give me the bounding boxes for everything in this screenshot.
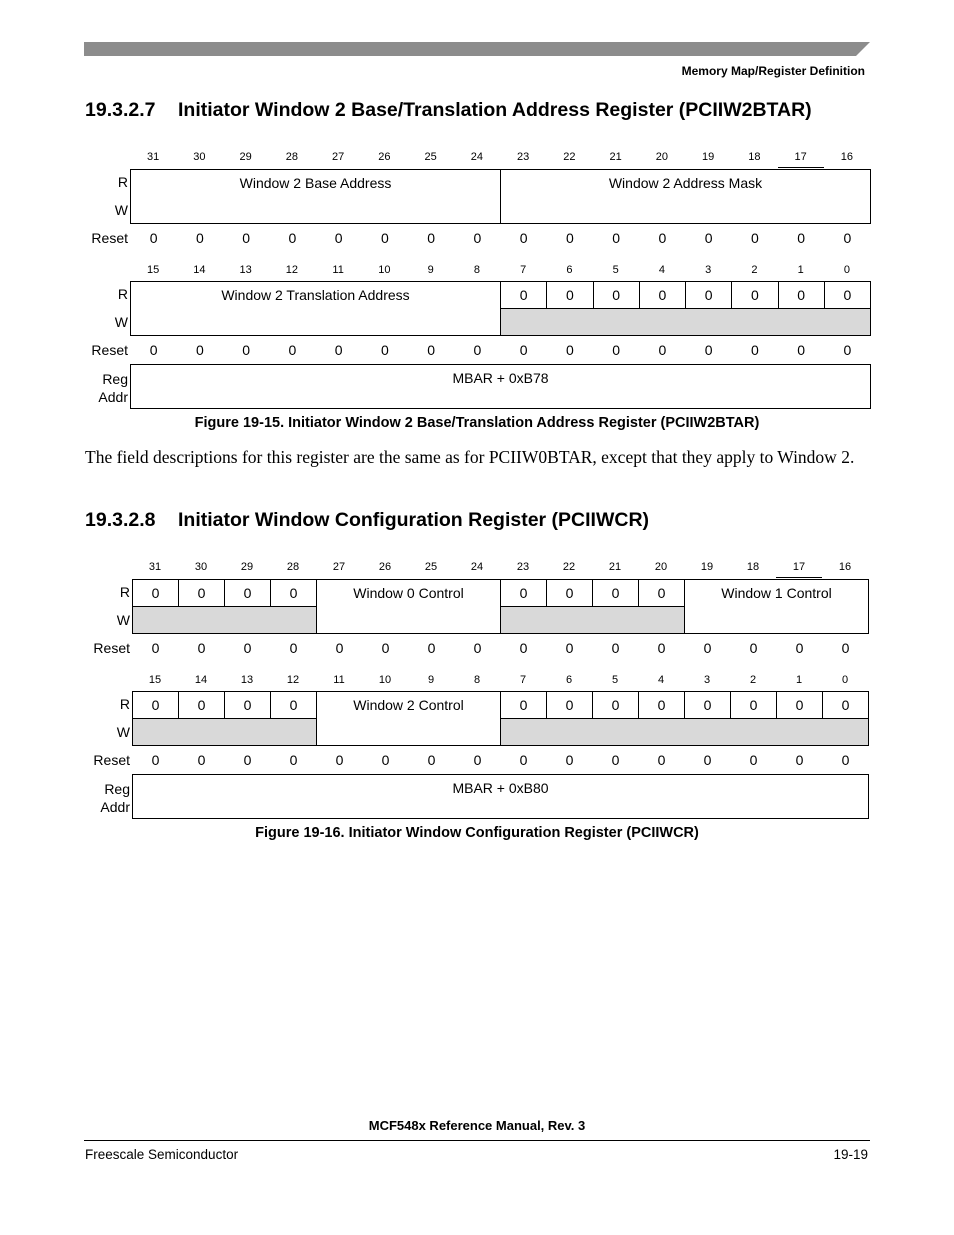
read-only-bit: 0 [547,692,593,719]
bit-number: 1 [797,264,804,276]
section-title: Initiator Window Configuration Register (PCIIWCR) [178,509,650,531]
bit-number: 6 [565,674,573,686]
read-only-bit: 0 [179,692,225,719]
bit-number: 12 [286,674,300,686]
bit-number: 1 [795,674,803,686]
reset-value: 0 [427,752,436,768]
read-only-bit: 0 [639,692,685,719]
reset-value: 0 [750,230,759,247]
reset-value: 0 [750,342,759,358]
register-grid-lower [130,281,871,409]
row-label-reset: Reset [93,640,130,656]
row-label-addr: Addr [98,389,128,405]
read-only-bit: 0 [639,580,685,607]
read-only-bit: 0 [593,580,639,607]
bit-tick [776,577,822,578]
reset-value: 0 [611,640,620,657]
reset-value: 0 [197,752,206,768]
row-label-r: R [117,286,128,302]
section-title: Initiator Window 2 Base/Translation Address Register (PCIIW2BTAR) [178,99,812,121]
bit-number: 15 [148,674,162,686]
row-label-reset: Reset [91,342,128,358]
read-only-bit: 0 [501,282,547,309]
read-only-bit: 0 [777,692,823,719]
field-window-1-control: Window 1 Control [685,580,869,634]
reset-value: 0 [473,230,482,247]
reset-value: 0 [565,752,574,768]
reset-value: 0 [288,230,297,247]
read-only-bit: 0 [593,282,639,309]
read-only-bit: 0 [179,580,225,607]
reset-value: 0 [612,230,621,247]
reset-value: 0 [797,342,806,358]
reset-value: 0 [289,640,298,657]
bit-tick [778,167,824,168]
reserved-write-cell [133,607,317,634]
bit-number: 7 [519,674,527,686]
reset-value: 0 [334,342,343,358]
reset-value: 0 [611,752,620,768]
bit-number: 26 [378,561,392,573]
bit-number: 2 [749,674,757,686]
section-number: 19.3.2.7 [85,99,156,121]
row-label-r: R [119,584,130,600]
reset-value: 0 [242,230,251,247]
reset-value: 0 [335,752,344,768]
reset-value: 0 [795,640,804,657]
reset-value: 0 [380,342,389,358]
bit-number: 30 [194,561,208,573]
footer-manual-title: MCF548x Reference Manual, Rev. 3 [368,1118,586,1133]
bit-number: 23 [516,561,530,573]
bit-number: 20 [655,151,668,163]
row-label-r: R [117,174,128,190]
reset-value: 0 [704,230,713,247]
reset-row-lower [133,746,869,775]
reset-value: 0 [334,230,343,247]
read-only-bit: 0 [685,692,731,719]
bit-number: 0 [841,674,849,686]
row-label-r: R [119,696,130,712]
bit-number: 4 [657,674,665,686]
bit-number: 8 [473,674,481,686]
bit-number: 13 [239,264,252,276]
read-only-bit: 0 [823,692,869,719]
bit-number: 15 [147,264,160,276]
bit-number: 12 [285,264,298,276]
reset-value: 0 [151,640,160,657]
reset-value: 0 [149,342,158,358]
reset-value: 0 [288,342,297,358]
bit-number: 3 [703,674,711,686]
read-only-bit: 0 [778,282,824,309]
bit-numbers-high [132,561,868,577]
read-only-bit: 0 [133,692,179,719]
reset-value: 0 [658,342,667,358]
bit-number: 4 [658,264,665,276]
row-label-reset: Reset [91,230,128,246]
bit-number: 19 [700,561,714,573]
reset-value: 0 [243,752,252,768]
reset-value: 0 [612,342,621,358]
row-label-addr: Addr [100,799,130,815]
bit-number: 30 [193,151,206,163]
reset-value: 0 [427,640,436,657]
reset-value: 0 [749,752,758,768]
reset-value: 0 [519,342,528,358]
bit-number: 0 [843,264,850,276]
reset-value: 0 [749,640,758,657]
bit-number: 16 [838,561,852,573]
bit-number: 22 [562,561,576,573]
reset-value: 0 [565,640,574,657]
bit-number: 14 [194,674,208,686]
reset-value: 0 [703,752,712,768]
read-only-bit: 0 [501,692,547,719]
bit-number: 3 [705,264,712,276]
bit-number: 24 [470,151,483,163]
bit-number: 6 [566,264,573,276]
bit-number: 22 [563,151,576,163]
row-label-reg: Reg [102,371,128,387]
reserved-write-cell [501,309,871,336]
bit-number: 25 [424,561,438,573]
reset-value: 0 [195,230,204,247]
bit-number: 13 [240,674,254,686]
field-window-2-translation-address: Window 2 Translation Address [131,282,501,336]
bit-number: 31 [148,561,162,573]
row-label-reg-addr [80,780,130,816]
read-only-bit: 0 [547,580,593,607]
reserved-write-cell [501,719,869,746]
bit-number: 20 [654,561,668,573]
reset-value: 0 [797,230,806,247]
bit-number: 9 [427,264,434,276]
bit-number: 27 [332,151,345,163]
reset-value: 0 [380,230,389,247]
bit-number: 2 [751,264,758,276]
section-number: 19.3.2.8 [85,509,156,531]
read-only-bit: 0 [731,692,777,719]
reset-value: 0 [195,342,204,358]
reset-value: 0 [335,640,344,657]
read-only-bit: 0 [547,282,593,309]
footer-page-number: 19-19 [833,1147,868,1162]
register-address: MBAR + 0xB78 [131,365,871,409]
row-label-reg: Reg [104,781,130,797]
row-label-reg-addr [80,370,128,406]
bit-number: 21 [609,151,622,163]
row-label-w: W [116,612,130,628]
reset-value: 0 [703,640,712,657]
read-only-bit: 0 [225,580,271,607]
row-label-w: W [114,202,128,218]
bit-numbers-low [132,674,868,690]
section-heading-pciiw2btar [85,99,812,122]
bit-number: 24 [470,561,484,573]
reset-value: 0 [151,752,160,768]
footer-rule [84,1140,870,1141]
footer-company: Freescale Semiconductor [85,1147,239,1162]
bit-numbers-low [130,264,870,280]
reset-row-upper [131,224,871,253]
bit-number: 5 [611,674,619,686]
bit-number: 21 [608,561,622,573]
field-window-2-control: Window 2 Control [317,692,501,746]
bit-number: 8 [473,264,480,276]
figure-caption-19-16: Figure 19-16. Initiator Window Configuration Register (PCIIWCR) [255,825,699,841]
body-paragraph: The field descriptions for this register are the same as for PCIIW0BTAR, except that they apply to Window 2. [85,447,855,467]
reserved-write-cell [133,719,317,746]
reset-value: 0 [565,342,574,358]
bit-number: 26 [378,151,391,163]
read-only-bit: 0 [593,692,639,719]
figure-caption-19-15: Figure 19-15. Initiator Window 2 Base/Translation Address Register (PCIIW2BTAR) [194,415,760,431]
bit-number: 17 [794,151,807,163]
bit-number: 28 [286,561,300,573]
read-only-bit: 0 [824,282,870,309]
read-only-bit: 0 [501,580,547,607]
reset-value: 0 [843,342,852,358]
reset-value: 0 [473,752,482,768]
running-header: Memory Map/Register Definition [681,64,865,78]
reset-value: 0 [519,230,528,247]
bit-number: 23 [517,151,530,163]
bit-number: 14 [193,264,206,276]
reset-value: 0 [519,640,528,657]
reset-value: 0 [843,230,852,247]
read-only-bit: 0 [686,282,732,309]
read-only-bit: 0 [639,282,685,309]
field-window-0-control: Window 0 Control [317,580,501,634]
register-grid-lower [132,691,869,819]
reset-value: 0 [427,230,436,247]
reset-value: 0 [381,640,390,657]
read-only-bit: 0 [225,692,271,719]
bit-number: 10 [378,264,391,276]
register-address: MBAR + 0xB80 [133,775,869,819]
row-label-w: W [114,314,128,330]
bit-numbers-high [130,151,870,167]
reset-value: 0 [841,752,850,768]
reset-value: 0 [658,230,667,247]
field-window-2-address-mask: Window 2 Address Mask [501,170,871,224]
reset-value: 0 [841,640,850,657]
read-only-bit: 0 [732,282,778,309]
reset-value: 0 [149,230,158,247]
reset-row-lower [131,336,871,365]
field-window-2-base-address: Window 2 Base Address [131,170,501,224]
reset-value: 0 [704,342,713,358]
read-only-bit: 0 [133,580,179,607]
reset-value: 0 [243,640,252,657]
bit-number: 29 [240,561,254,573]
reset-value: 0 [657,640,666,657]
bit-number: 25 [424,151,437,163]
bit-number: 11 [333,674,345,686]
bit-number: 5 [612,264,619,276]
read-only-bit: 0 [271,580,317,607]
bit-number: 10 [378,674,392,686]
reset-value: 0 [289,752,298,768]
reset-value: 0 [242,342,251,358]
reset-value: 0 [795,752,804,768]
bit-number: 17 [792,561,806,573]
register-grid-upper [130,169,871,253]
reset-row-upper [133,634,869,663]
reset-value: 0 [381,752,390,768]
reset-value: 0 [565,230,574,247]
bit-number: 28 [285,151,298,163]
bit-number: 29 [239,151,252,163]
row-label-w: W [116,724,130,740]
reserved-write-cell [501,607,685,634]
read-only-bit: 0 [271,692,317,719]
reset-value: 0 [657,752,666,768]
bit-number: 11 [332,264,344,276]
bit-number: 7 [520,264,527,276]
bit-number: 16 [840,151,853,163]
bit-number: 18 [748,151,761,163]
bit-number: 31 [147,151,160,163]
bit-number: 19 [702,151,715,163]
section-heading-pciiwcr [85,509,649,532]
bit-number: 18 [746,561,760,573]
bit-number: 27 [332,561,346,573]
reset-value: 0 [519,752,528,768]
reset-value: 0 [427,342,436,358]
reset-value: 0 [473,342,482,358]
header-bar [84,42,870,56]
row-label-reset: Reset [93,752,130,768]
reset-value: 0 [473,640,482,657]
bit-number: 9 [427,674,435,686]
register-grid-upper [132,579,869,663]
reset-value: 0 [197,640,206,657]
